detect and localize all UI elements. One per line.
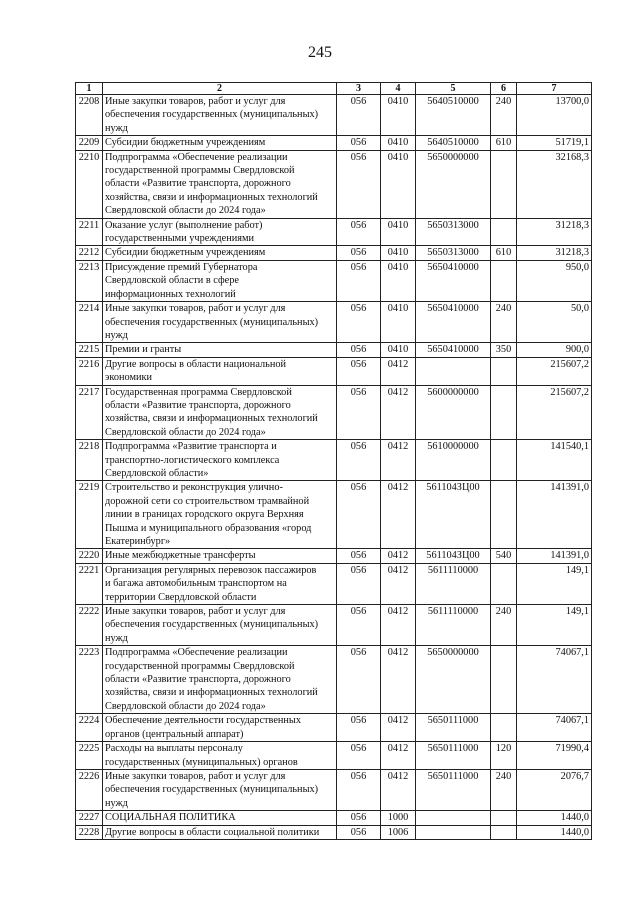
- row-target-code: 561104ЗЦ00: [416, 481, 491, 549]
- row-section-code: 0410: [381, 218, 416, 246]
- row-ministry-code: 056: [337, 260, 381, 301]
- row-name-line: Подпрограмма «Развитие транспорта и: [105, 441, 277, 453]
- row-section-code: 0412: [381, 605, 416, 646]
- row-name: [103, 302, 337, 343]
- row-name: [103, 150, 337, 218]
- row-expense-type: [491, 357, 517, 385]
- row-expense-type: 240: [491, 605, 517, 646]
- row-name-line: нужд: [105, 797, 128, 809]
- row-name-line: обеспечения государственных (муниципальных): [105, 109, 319, 121]
- row-number: 2213: [76, 260, 103, 301]
- row-number: 2226: [76, 769, 103, 810]
- table-row: [76, 646, 592, 714]
- row-number: 2221: [76, 563, 103, 604]
- row-name-line: Строительство и реконструкция улично-: [105, 482, 283, 494]
- row-ministry-code: 056: [337, 563, 381, 604]
- row-name-line: Субсидии бюджетным учреждениям: [105, 247, 266, 259]
- row-name-line: Оказание услуг (выполнение работ): [105, 219, 263, 231]
- row-section-code: 0410: [381, 302, 416, 343]
- row-name-line: Пышма и муниципального образования «город: [105, 522, 312, 534]
- row-amount: 32168,3: [517, 150, 592, 218]
- row-ministry-code: 056: [337, 246, 381, 260]
- table-row: [76, 714, 592, 742]
- row-name: [103, 563, 337, 604]
- row-name-line: дорожной сети со строительством трамвайной: [105, 495, 310, 507]
- row-expense-type: 240: [491, 302, 517, 343]
- row-amount: 141540,1: [517, 440, 592, 481]
- row-section-code: 0412: [381, 646, 416, 714]
- row-amount: 71990,4: [517, 742, 592, 770]
- row-section-code: 0412: [381, 714, 416, 742]
- row-section-code: 0410: [381, 95, 416, 136]
- row-ministry-code: 056: [337, 825, 381, 839]
- row-name: [103, 605, 337, 646]
- row-name: [103, 825, 337, 839]
- row-expense-type: [491, 563, 517, 604]
- row-name-line: органов (центральный аппарат): [105, 728, 244, 740]
- row-amount: 1440,0: [517, 811, 592, 825]
- row-target-code: 5650410000: [416, 260, 491, 301]
- row-name-line: Екатеринбург»: [105, 536, 171, 547]
- row-number: 2212: [76, 246, 103, 260]
- row-number: 2219: [76, 481, 103, 549]
- row-name-line: территории Свердловской области: [105, 591, 257, 603]
- row-ministry-code: 056: [337, 605, 381, 646]
- table-row: [76, 357, 592, 385]
- table-row: [76, 769, 592, 810]
- row-name-line: Обеспечение деятельности государственных: [105, 715, 301, 727]
- row-name-line: нужд: [105, 632, 128, 644]
- table-row: [76, 481, 592, 549]
- row-amount: 950,0: [517, 260, 592, 301]
- row-name-line: области «Развитие транспорта, дорожного: [105, 674, 291, 686]
- row-expense-type: 610: [491, 246, 517, 260]
- row-name-line: обеспечения государственных (муниципальных): [105, 619, 319, 631]
- table-row: [76, 260, 592, 301]
- row-name-line: обеспечения государственных (муниципальных): [105, 316, 319, 328]
- row-target-code: 5640510000: [416, 95, 491, 136]
- row-expense-type: [491, 260, 517, 301]
- col-header-4: 4: [381, 83, 416, 95]
- row-ministry-code: 056: [337, 357, 381, 385]
- table-row: [76, 811, 592, 825]
- row-number: 2225: [76, 742, 103, 770]
- row-expense-type: 120: [491, 742, 517, 770]
- row-amount: 74067,1: [517, 646, 592, 714]
- row-section-code: 0412: [381, 563, 416, 604]
- row-ministry-code: 056: [337, 218, 381, 246]
- budget-table: [75, 82, 592, 840]
- row-name-line: Иные закупки товаров, работ и услуг для: [105, 606, 286, 618]
- row-ministry-code: 056: [337, 811, 381, 825]
- row-target-code: 5600000000: [416, 385, 491, 440]
- row-amount: 51719,1: [517, 136, 592, 150]
- row-name: [103, 714, 337, 742]
- table-row: [76, 95, 592, 136]
- row-number: 2208: [76, 95, 103, 136]
- row-target-code: 5650313000: [416, 246, 491, 260]
- row-amount: 1440,0: [517, 825, 592, 839]
- row-name-line: Свердловской области до 2024 года»: [105, 700, 266, 712]
- row-ministry-code: 056: [337, 646, 381, 714]
- row-name-line: области «Развитие транспорта, дорожного: [105, 399, 291, 411]
- row-number: 2210: [76, 150, 103, 218]
- row-ministry-code: 056: [337, 302, 381, 343]
- row-target-code: 5611110000: [416, 563, 491, 604]
- row-expense-type: 540: [491, 549, 517, 563]
- row-section-code: 0412: [381, 357, 416, 385]
- row-expense-type: [491, 440, 517, 481]
- row-number: 2209: [76, 136, 103, 150]
- row-target-code: 5650410000: [416, 302, 491, 343]
- row-name-line: Организация регулярных перевозок пассажиров: [105, 564, 317, 576]
- row-name-line: Свердловской области в сфере: [105, 275, 239, 287]
- table-row: [76, 218, 592, 246]
- row-number: 2228: [76, 825, 103, 839]
- col-header-2: 2: [103, 83, 337, 95]
- row-section-code: 0412: [381, 481, 416, 549]
- row-name-line: Свердловской области»: [105, 467, 209, 479]
- row-name-line: государственной программы Свердловской: [105, 660, 295, 672]
- row-number: 2217: [76, 385, 103, 440]
- row-name-line: экономики: [105, 372, 153, 384]
- row-number: 2215: [76, 343, 103, 357]
- row-name-line: Расходы на выплаты персоналу: [105, 743, 243, 755]
- row-amount: 141391,0: [517, 549, 592, 563]
- col-header-5: 5: [416, 83, 491, 95]
- row-name: [103, 549, 337, 563]
- row-section-code: 0410: [381, 246, 416, 260]
- row-target-code: 5650313000: [416, 218, 491, 246]
- row-ministry-code: 056: [337, 714, 381, 742]
- row-name-line: Иные закупки товаров, работ и услуг для: [105, 96, 286, 107]
- row-name-line: хозяйства, связи и информационных технологий: [105, 687, 318, 699]
- row-name-line: государственных (муниципальных) органов: [105, 756, 298, 768]
- row-ministry-code: 056: [337, 549, 381, 563]
- row-amount: 31218,3: [517, 218, 592, 246]
- row-amount: 31218,3: [517, 246, 592, 260]
- row-expense-type: [491, 481, 517, 549]
- row-expense-type: [491, 150, 517, 218]
- row-target-code: 5650410000: [416, 343, 491, 357]
- row-name-line: и багажа автомобильным транспортом на: [105, 578, 287, 590]
- row-expense-type: 350: [491, 343, 517, 357]
- row-number: 2220: [76, 549, 103, 563]
- row-section-code: 0412: [381, 769, 416, 810]
- row-name-line: нужд: [105, 122, 128, 134]
- row-ministry-code: 056: [337, 742, 381, 770]
- row-name-line: Государственная программа Свердловской: [105, 386, 292, 398]
- row-expense-type: [491, 714, 517, 742]
- row-name-line: области «Развитие транспорта, дорожного: [105, 178, 291, 190]
- row-section-code: 0410: [381, 150, 416, 218]
- row-amount: 900,0: [517, 343, 592, 357]
- row-name-line: Подпрограмма «Обеспечение реализации: [105, 151, 288, 163]
- row-section-code: 0410: [381, 343, 416, 357]
- row-target-code: 5650000000: [416, 150, 491, 218]
- row-name: [103, 440, 337, 481]
- row-name: [103, 95, 337, 136]
- row-name: [103, 136, 337, 150]
- row-target-code: 5610000000: [416, 440, 491, 481]
- row-target-code: 5650000000: [416, 646, 491, 714]
- table-body: [76, 95, 592, 840]
- row-number: 2222: [76, 605, 103, 646]
- row-name-line: Присуждение премий Губернатора: [105, 261, 258, 273]
- row-name-line: Другие вопросы в области социальной политики: [105, 826, 320, 838]
- row-ministry-code: 056: [337, 769, 381, 810]
- table-row: [76, 150, 592, 218]
- row-section-code: 0412: [381, 549, 416, 563]
- row-expense-type: 240: [491, 769, 517, 810]
- row-name-line: транспортно-логистического комплекса: [105, 454, 280, 466]
- row-ministry-code: 056: [337, 95, 381, 136]
- row-name: [103, 769, 337, 810]
- table-row: [76, 246, 592, 260]
- row-expense-type: [491, 218, 517, 246]
- row-name: [103, 260, 337, 301]
- row-name: [103, 343, 337, 357]
- row-ministry-code: 056: [337, 150, 381, 218]
- row-name: [103, 357, 337, 385]
- row-section-code: 1000: [381, 811, 416, 825]
- row-name: [103, 246, 337, 260]
- row-amount: 149,1: [517, 563, 592, 604]
- row-name-line: Свердловской области до 2024 года»: [105, 426, 266, 438]
- row-amount: 215607,2: [517, 385, 592, 440]
- row-name: [103, 811, 337, 825]
- row-name-line: Премии и гранты: [105, 344, 182, 356]
- row-amount: 74067,1: [517, 714, 592, 742]
- table-row: [76, 563, 592, 604]
- row-section-code: 1006: [381, 825, 416, 839]
- table-row: [76, 302, 592, 343]
- row-amount: 2076,7: [517, 769, 592, 810]
- table-row: [76, 136, 592, 150]
- row-section-code: 0410: [381, 260, 416, 301]
- row-ministry-code: 056: [337, 481, 381, 549]
- row-section-code: 0410: [381, 136, 416, 150]
- row-amount: 50,0: [517, 302, 592, 343]
- row-name-line: государственными учреждениями: [105, 233, 254, 245]
- row-expense-type: [491, 825, 517, 839]
- row-name: [103, 218, 337, 246]
- row-name-line: государственной программы Свердловской: [105, 165, 295, 177]
- row-name-line: нужд: [105, 329, 128, 341]
- table-row: [76, 549, 592, 563]
- row-target-code: [416, 825, 491, 839]
- row-number: 2216: [76, 357, 103, 385]
- row-name-line: Иные закупки товаров, работ и услуг для: [105, 303, 286, 315]
- table-row: [76, 605, 592, 646]
- row-amount: 149,1: [517, 605, 592, 646]
- row-section-code: 0412: [381, 742, 416, 770]
- row-name: [103, 742, 337, 770]
- page-number: 245: [308, 44, 332, 61]
- row-expense-type: [491, 811, 517, 825]
- row-ministry-code: 056: [337, 385, 381, 440]
- col-header-6: 6: [491, 83, 517, 95]
- table-row: [76, 742, 592, 770]
- row-name-line: Свердловской области до 2024 года»: [105, 205, 266, 217]
- col-header-3: 3: [337, 83, 381, 95]
- row-expense-type: 240: [491, 95, 517, 136]
- row-expense-type: [491, 646, 517, 714]
- row-name-line: хозяйства, связи и информационных технологий: [105, 413, 318, 425]
- row-target-code: 5611110000: [416, 605, 491, 646]
- row-name-line: Иные межбюджетные трансферты: [105, 550, 256, 562]
- row-ministry-code: 056: [337, 343, 381, 357]
- row-number: 2227: [76, 811, 103, 825]
- row-amount: 215607,2: [517, 357, 592, 385]
- row-section-code: 0412: [381, 385, 416, 440]
- row-name-line: Субсидии бюджетным учреждениям: [105, 137, 266, 149]
- row-target-code: 561104ЗЦ00: [416, 549, 491, 563]
- row-expense-type: [491, 385, 517, 440]
- col-header-7: 7: [517, 83, 592, 95]
- row-number: 2223: [76, 646, 103, 714]
- row-target-code: [416, 811, 491, 825]
- row-number: 2224: [76, 714, 103, 742]
- row-name-line: линии в границах городского округа Верхняя: [105, 509, 304, 521]
- row-amount: 141391,0: [517, 481, 592, 549]
- table-row: [76, 825, 592, 839]
- row-number: 2214: [76, 302, 103, 343]
- row-name-line: хозяйства, связи и информационных технологий: [105, 191, 318, 203]
- row-target-code: 5650111000: [416, 742, 491, 770]
- row-name-line: Иные закупки товаров, работ и услуг для: [105, 770, 286, 782]
- table-row: [76, 440, 592, 481]
- row-expense-type: 610: [491, 136, 517, 150]
- row-number: 2218: [76, 440, 103, 481]
- row-section-code: 0412: [381, 440, 416, 481]
- row-name-line: обеспечения государственных (муниципальных): [105, 784, 319, 796]
- row-name: [103, 646, 337, 714]
- row-amount: 13700,0: [517, 95, 592, 136]
- table-row: [76, 385, 592, 440]
- row-ministry-code: 056: [337, 440, 381, 481]
- row-target-code: 5640510000: [416, 136, 491, 150]
- row-ministry-code: 056: [337, 136, 381, 150]
- row-name: [103, 385, 337, 440]
- table-row: [76, 343, 592, 357]
- row-name-line: информационных технологий: [105, 288, 236, 300]
- row-name-line: Подпрограмма «Обеспечение реализации: [105, 647, 288, 659]
- row-number: 2211: [76, 218, 103, 246]
- row-target-code: 5650111000: [416, 714, 491, 742]
- row-target-code: 5650111000: [416, 769, 491, 810]
- row-name-line: Другие вопросы в области национальной: [105, 358, 286, 370]
- col-header-1: 1: [76, 83, 103, 95]
- header-row: [76, 83, 592, 95]
- row-name: [103, 481, 337, 549]
- row-target-code: [416, 357, 491, 385]
- row-name-line: СОЦИАЛЬНАЯ ПОЛИТИКА: [105, 812, 236, 824]
